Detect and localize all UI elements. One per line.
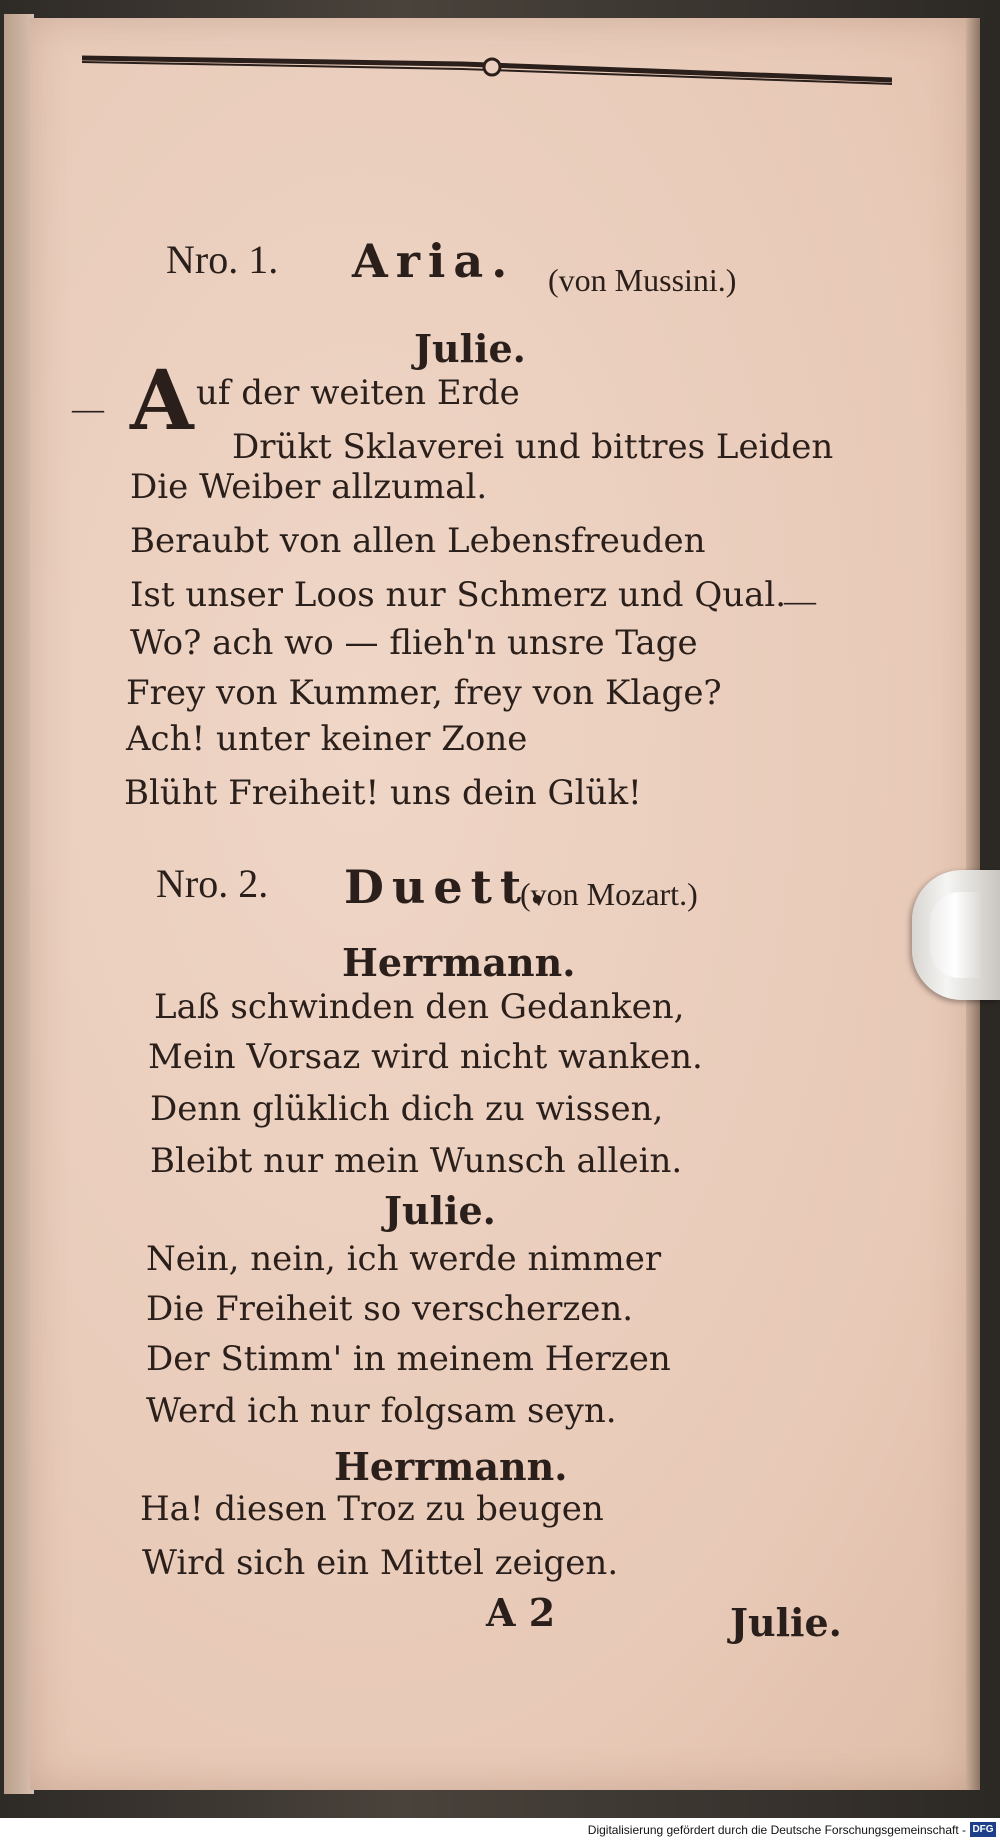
duett-line: Der Stimm' in meinem Herzen: [146, 1339, 671, 1379]
duett-line: Denn glüklich dich zu wissen,: [150, 1089, 664, 1129]
page-clip: [912, 870, 1000, 1000]
duett-speaker-herrmann: Herrmann.: [334, 1444, 568, 1489]
duett-line: Ha! diesen Troz zu beugen: [140, 1489, 604, 1529]
signature-mark: A 2: [486, 1590, 556, 1635]
aria-number: Nro. 1.: [166, 237, 279, 282]
footer-credit: Digitalisierung gefördert durch die Deutsche Forschungsgemeinschaft -: [587, 1823, 966, 1837]
duett-speaker-julie: Julie.: [384, 1188, 496, 1233]
aria-line: Ist unser Loos nur Schmerz und Qual.: [130, 575, 787, 615]
aria-speaker: Julie.: [414, 326, 526, 371]
duett-source: (von Mozart.): [520, 876, 698, 912]
dfg-logo: DFG: [970, 1822, 996, 1837]
aria-first-line: uf der weiten Erde: [196, 373, 520, 413]
catchword: Julie.: [730, 1600, 842, 1645]
duett-line: Mein Vorsaz wird nicht wanken.: [148, 1037, 703, 1077]
ornamental-rule: [82, 50, 892, 88]
aria-line: Ach! unter keiner Zone: [126, 719, 528, 759]
duett-line: Wird sich ein Mittel zeigen.: [142, 1543, 619, 1583]
aria-line: Frey von Kummer, frey von Klage?: [126, 673, 722, 713]
aria-source: (von Mussini.): [548, 262, 737, 298]
duett-line: Die Freiheit so verscherzen.: [146, 1289, 634, 1329]
aria-lead-dash: —: [72, 390, 104, 426]
aria-line: Drükt Sklaverei und bittres Leiden: [232, 427, 834, 467]
aria-line: Die Weiber allzumal.: [130, 467, 488, 507]
aria-initial: A: [130, 353, 194, 449]
aria-line: Blüht Freiheit! uns dein Glük!: [124, 773, 642, 813]
duett-title: Duett.: [344, 860, 554, 914]
page-clip-highlight: [930, 892, 980, 978]
aria-title: Aria.: [352, 234, 516, 288]
duett-line: Laß schwinden den Gedanken,: [154, 987, 685, 1027]
duett-number: Nro. 2.: [156, 861, 269, 906]
aria-line: Beraubt von allen Lebensfreuden: [130, 521, 706, 561]
duett-line: Nein, nein, ich werde nimmer: [146, 1239, 662, 1279]
duett-speaker-herrmann: Herrmann.: [342, 940, 576, 985]
aria-trail-dash: —: [784, 582, 816, 618]
digitization-footer: [0, 1818, 1000, 1842]
duett-line: Bleibt nur mein Wunsch allein.: [150, 1141, 683, 1181]
aria-line: Wo? ach wo — flieh'n unsre Tage: [130, 623, 698, 663]
duett-line: Werd ich nur folgsam seyn.: [146, 1391, 617, 1431]
